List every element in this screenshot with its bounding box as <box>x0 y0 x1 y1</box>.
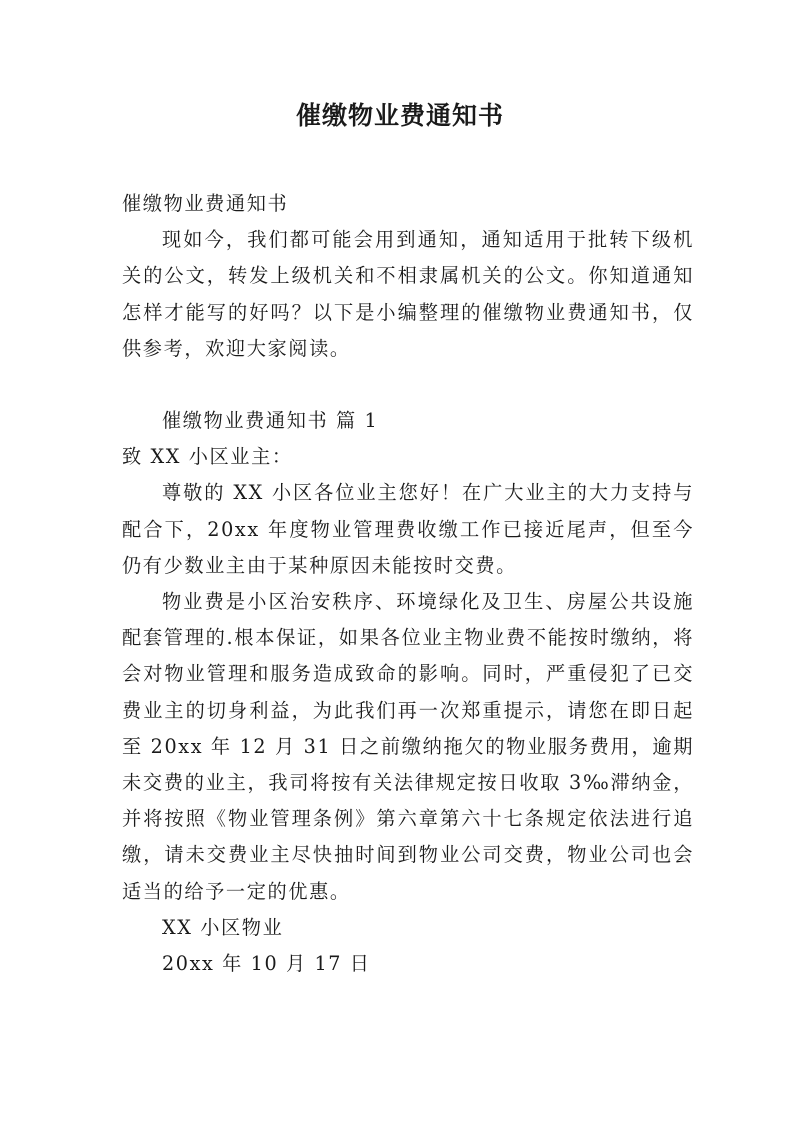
signature: XX 小区物业 <box>162 915 284 939</box>
document-subtitle: 催缴物业费通知书 <box>122 192 289 215</box>
intro-paragraph: 现如今，我们都可能会用到通知，通知适用于批转下级机关的公文，转发上级机关和不相隶属机关的公文。你知道通知怎样才能写的好吗？以下是小编整理的催缴物业费通知书，仅供参考，欢迎大家阅读。 <box>122 228 694 360</box>
body-paragraph-1: 尊敬的 XX 小区各位业主您好！在广大业主的大力支持与配合下，20xx 年度物业管理费收缴工作已接近尾声，但至今仍有少数业主由于某种原因未能按时交费。 <box>122 481 694 577</box>
body-paragraph-2: 物业费是小区治安秩序、环境绿化及卫生、房屋公共设施配套管理的.根本保证，如果各位业主物业费不能按时缴纳，将会对物业管理和服务造成致命的影响。同时，严重侵犯了已交费业主的切身利益，为此我们再一次郑重提示，请您在即日起至 20xx 年 12 月 31 日之前缴纳拖欠的物业服务费用，逾期未交费的业主，我司将按有关法律规定按日收取 3‰滞纳金，并将按照《物业管理条例》第六章第六十七条规定依法进行追缴，请未交费业主尽快抽时间到物业公司交费，物业公司也会适当的给予一定的优惠。 <box>122 590 694 903</box>
salutation: 致 XX 小区业主： <box>122 445 293 469</box>
document-body <box>122 186 694 982</box>
paragraph-spacer <box>122 367 694 403</box>
document-title: 催缴物业费通知书 <box>295 101 504 130</box>
document-date: 20xx 年 10 月 17 日 <box>162 952 371 976</box>
section-heading: 催缴物业费通知书 篇 1 <box>162 409 379 433</box>
